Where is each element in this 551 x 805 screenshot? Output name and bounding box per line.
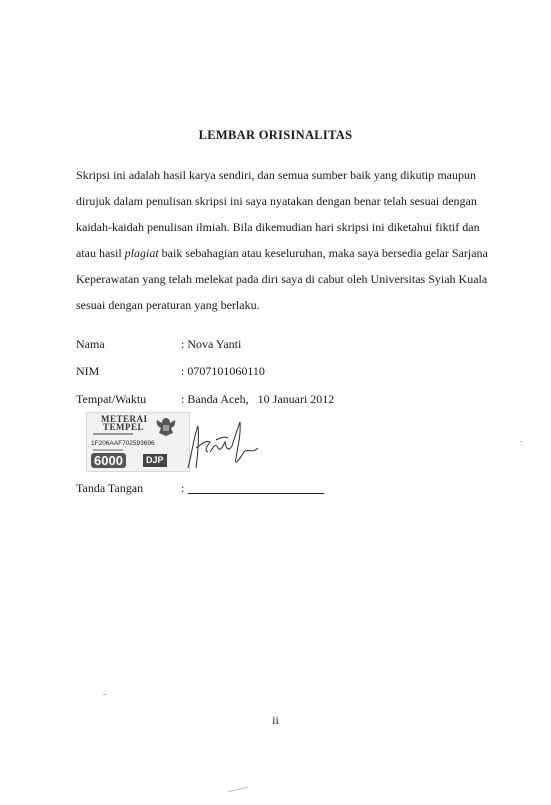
stamp-microtext bbox=[93, 449, 123, 451]
paragraph-line: sesuai dengan peraturan yang berlaku. bbox=[76, 298, 260, 312]
field-label: Tempat/Waktu bbox=[76, 392, 147, 406]
body-paragraph bbox=[76, 162, 488, 318]
field-value: : 0707101060110 bbox=[181, 364, 265, 378]
paragraph-line: Skripsi ini adalah hasil karya sendiri, dan semua sumber baik yang dikutip maupun bbox=[76, 168, 476, 182]
page-number: ii bbox=[272, 713, 279, 727]
stamp-value: 6000 bbox=[91, 453, 126, 468]
signature-colon: : bbox=[181, 481, 185, 495]
paragraph-line: atau hasil plagiat baik sebahagian atau keseluruhan, maka saya bersedia gelar Sarjana bbox=[76, 246, 488, 260]
page-title: LEMBAR ORISINALITAS bbox=[198, 128, 353, 142]
field-value: : Banda Aceh, 10 Januari 2012 bbox=[181, 392, 335, 406]
stamp-line1: METERAI bbox=[101, 414, 148, 424]
scan-speck bbox=[228, 787, 248, 792]
stamp-serial: 1F206AAF702593696 bbox=[91, 440, 155, 447]
field-label: Nama bbox=[76, 337, 105, 351]
meterai-stamp bbox=[86, 412, 190, 472]
field-value: : Nova Yanti bbox=[181, 337, 242, 351]
field-label: NIM bbox=[76, 364, 100, 378]
scan-speck bbox=[520, 441, 522, 442]
signature-label: Tanda Tangan bbox=[76, 481, 144, 495]
paragraph-line: kaidah-kaidah penulisan ilmiah. Bila dikemudian hari skripsi ini diketahui fiktif dan bbox=[76, 220, 480, 234]
signature-line bbox=[188, 493, 324, 494]
paragraph-line: Keperawatan yang telah melekat pada diri saya di cabut oleh Universitas Syiah Kuala bbox=[76, 272, 488, 286]
stamp-line2: TEMPEL bbox=[103, 422, 145, 432]
handwritten-signature bbox=[180, 418, 275, 473]
stamp-microtext bbox=[93, 433, 133, 435]
garuda-emblem-icon bbox=[153, 415, 179, 439]
scan-speck bbox=[103, 694, 107, 695]
stamp-issuer: DJP bbox=[143, 454, 167, 467]
paragraph-line: dirujuk dalam penulisan skripsi ini saya nyatakan dengan benar telah sesuai dengan bbox=[76, 194, 477, 208]
